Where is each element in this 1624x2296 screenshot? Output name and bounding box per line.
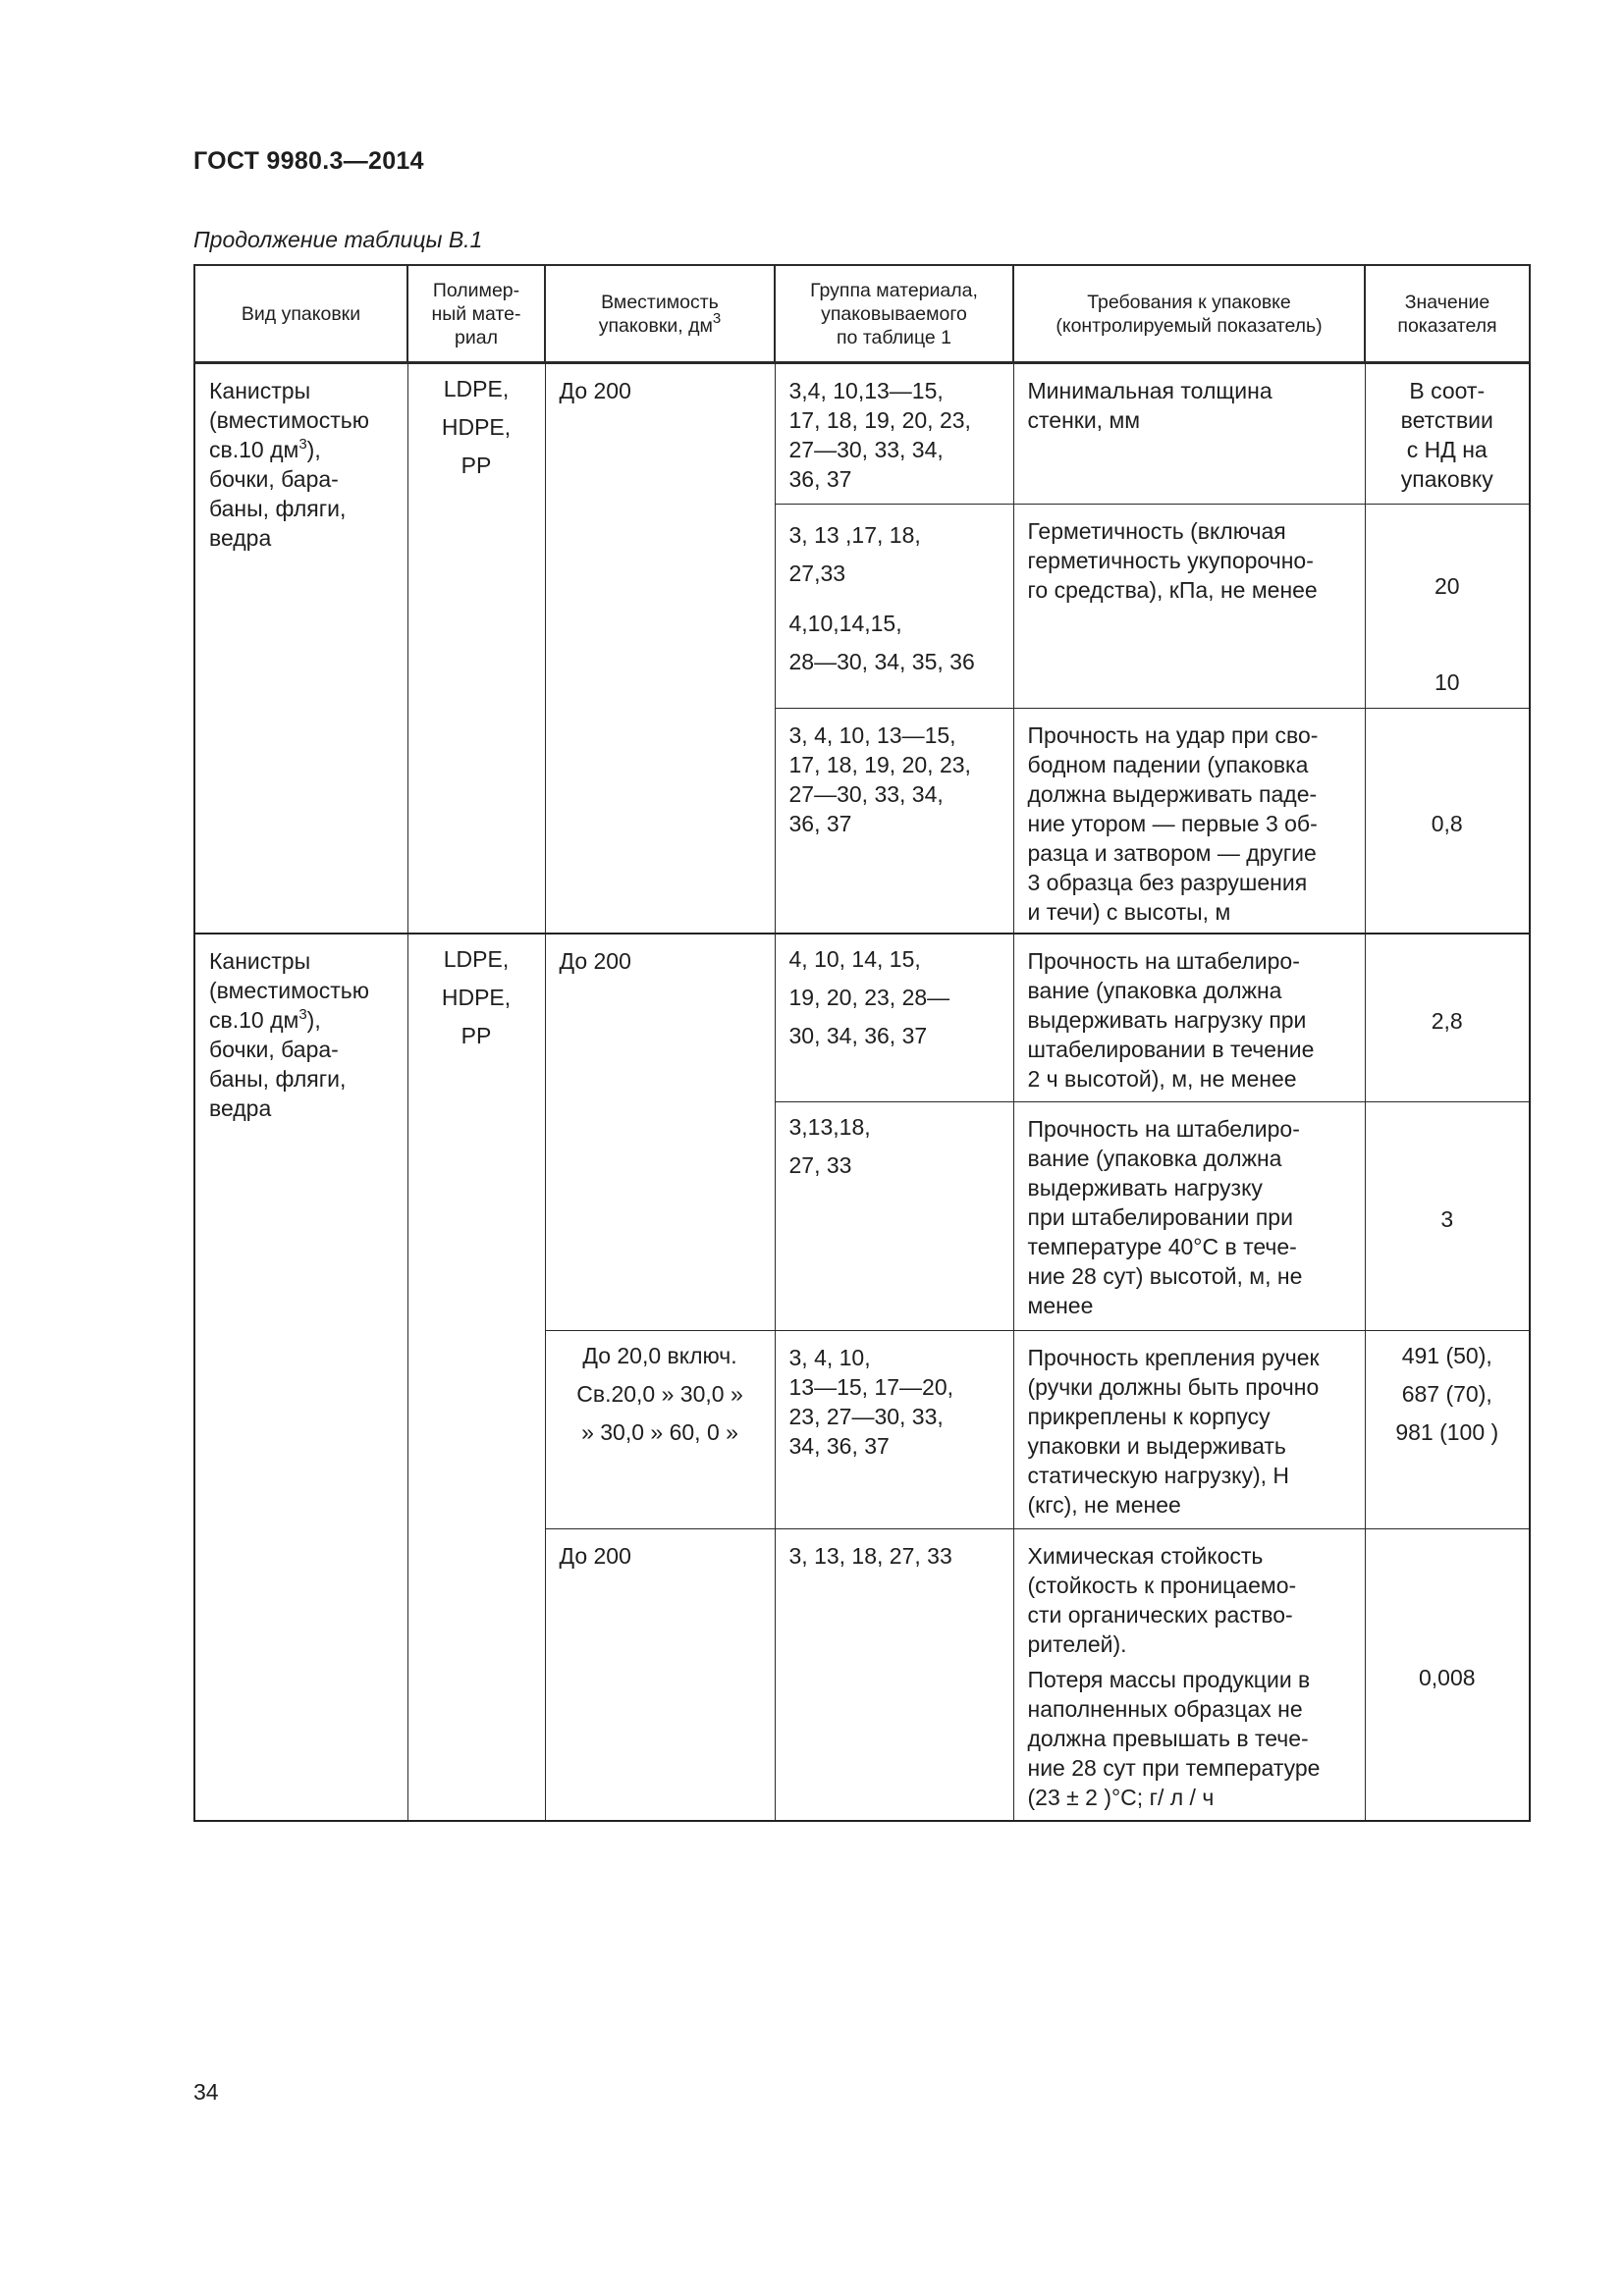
table-row	[194, 934, 1530, 1101]
group-cell: 3, 4, 10, 13—15, 17, 18, 19, 20, 23, 27—30, 33, 34, 36, 37	[775, 709, 1013, 934]
requirement-cell: Прочность крепления ручек (ручки должны быть прочно прикреплены к корпусу упаковки и выдерживать статическую нагрузку), Н (кгс), не менее	[1013, 1330, 1365, 1528]
value-cell: 0,008	[1365, 1528, 1530, 1821]
col-header-capacity-sup: 3	[712, 309, 722, 327]
col-header-capacity-text: Вместимость упаковки, дм	[598, 291, 719, 337]
group-cell: 3,4, 10,13—15, 17, 18, 19, 20, 23, 27—30, 33, 34, 36, 37	[775, 363, 1013, 505]
col-header-value: Значение показателя	[1365, 265, 1530, 363]
table-header-row	[194, 265, 1530, 363]
package-type-sup: 3	[298, 1006, 307, 1023]
value-cell: 2,8	[1365, 934, 1530, 1101]
requirement-cell	[1013, 1528, 1365, 1821]
package-type-text-end: ), бочки, бара- баны, фляги, ведра	[209, 1007, 347, 1121]
value-cell: В соот- ветствии с НД на упаковку	[1365, 363, 1530, 505]
group-text-b: 4,10,14,15, 28—30, 34, 35, 36	[788, 611, 975, 674]
group-cell: 3, 13, 18, 27, 33	[775, 1528, 1013, 1821]
capacity-cell: До 20,0 включ. Св.20,0 » 30,0 » » 30,0 » 60, 0 »	[545, 1330, 775, 1528]
value-cell	[1365, 505, 1530, 709]
requirement-cell: Прочность на удар при сво- бодном падении (упаковка должна выдерживать паде- ние утором — первые 3 об- разца и затвором — другие 3 образца без разрушения и течи) с высоты, м	[1013, 709, 1365, 934]
package-type-sup: 3	[298, 436, 307, 453]
group-text-a: 3, 13 ,17, 18, 27,33	[788, 522, 921, 586]
value-cell: 491 (50), 687 (70), 981 (100 )	[1365, 1330, 1530, 1528]
col-header-group: Группа материала, упаковываемого по таблице 1	[775, 265, 1013, 363]
col-header-package-type: Вид упаковки	[194, 265, 407, 363]
group-cell: 4, 10, 14, 15, 19, 20, 23, 28— 30, 34, 36, 37	[775, 934, 1013, 1101]
requirement-cell: Прочность на штабелиро- вание (упаковка должна выдерживать нагрузку при штабелировании в течение 2 ч высотой), м, не менее	[1013, 934, 1365, 1101]
package-type-text: Канистры (вместимостью св.10 дм	[209, 948, 369, 1033]
group-cell: 3,13,18, 27, 33	[775, 1101, 1013, 1330]
table-row	[194, 363, 1530, 505]
table-caption: Продолжение таблицы В.1	[193, 227, 483, 252]
capacity-cell: До 200	[545, 1528, 775, 1821]
material-cell: LDPE, HDPE, PP	[407, 934, 545, 1821]
group-cell: 3, 4, 10, 13—15, 17—20, 23, 27—30, 33, 34, 36, 37	[775, 1330, 1013, 1528]
value-cell: 0,8	[1365, 709, 1530, 934]
requirement-cell: Прочность на штабелиро- вание (упаковка должна выдерживать нагрузку при штабелировании при температуре 40°С в тече- ние 28 сут) высотой, м, не менее	[1013, 1101, 1365, 1330]
requirements-table	[193, 264, 1531, 1822]
package-type-text-end: ), бочки, бара- баны, фляги, ведра	[209, 437, 347, 551]
col-header-capacity	[545, 265, 775, 363]
package-type-text: Канистры (вместимостью св.10 дм	[209, 378, 369, 462]
group-cell	[775, 505, 1013, 709]
capacity-cell: До 200	[545, 363, 775, 934]
requirement-text-a: Химическая стойкость (стойкость к проницаемо- сти органических раство- рителей).	[1027, 1542, 1297, 1657]
package-type-cell	[194, 363, 407, 934]
value-cell: 3	[1365, 1101, 1530, 1330]
value-text-a: 20	[1434, 573, 1460, 599]
value-text-b: 10	[1434, 669, 1460, 695]
requirement-text-b: Потеря массы продукции в наполненных образцах не должна превышать в тече- ние 28 сут при температуре (23 ± 2 )°С; г/ л / ч	[1027, 1666, 1321, 1810]
col-header-requirements: Требования к упаковке (контролируемый показатель)	[1013, 265, 1365, 363]
material-cell: LDPE, HDPE, PP	[407, 363, 545, 934]
page-number: 34	[193, 2079, 219, 2105]
requirement-cell: Герметичность (включая герметичность укупорочно- го средства), кПа, не менее	[1013, 505, 1365, 709]
col-header-material: Полимер- ный мате- риал	[407, 265, 545, 363]
requirement-cell: Минимальная толщина стенки, мм	[1013, 363, 1365, 505]
capacity-cell: До 200	[545, 934, 775, 1330]
package-type-cell	[194, 934, 407, 1821]
standard-title: ГОСТ 9980.3—2014	[193, 147, 424, 175]
